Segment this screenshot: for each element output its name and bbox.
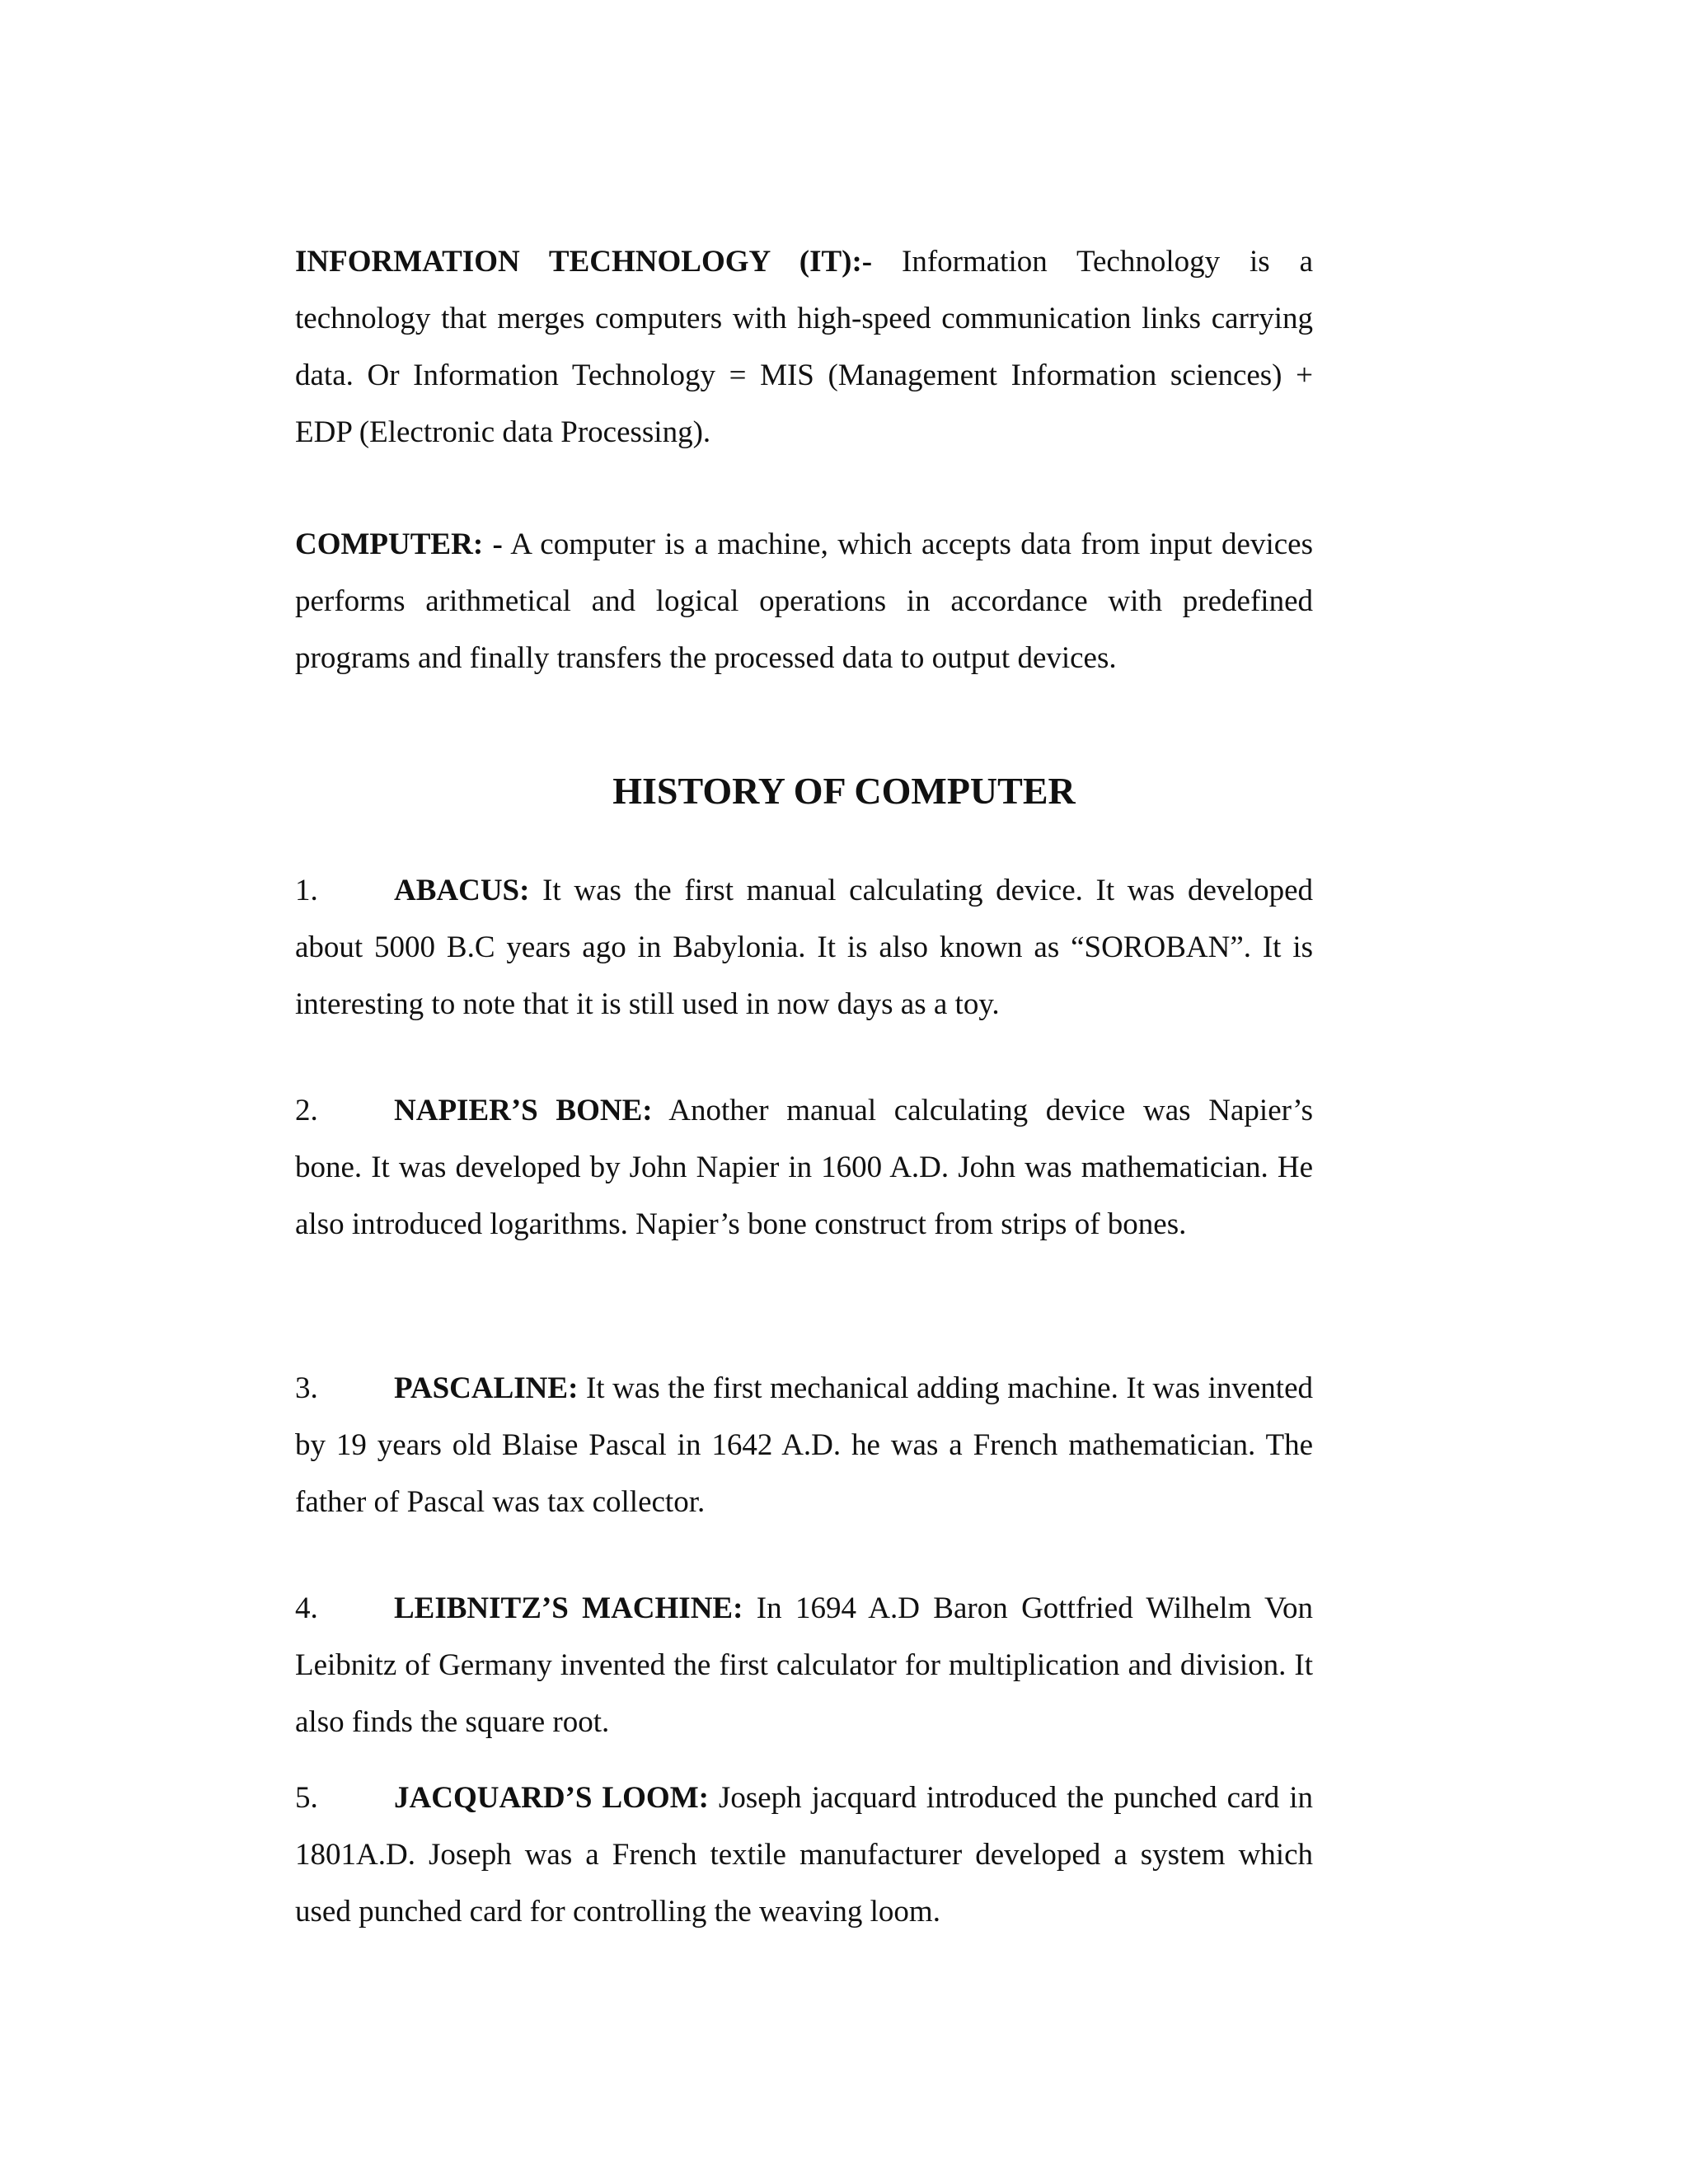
item-term: NAPIER’S BONE: xyxy=(394,1094,653,1127)
item-number: 1. xyxy=(295,874,318,907)
item-term: PASCALINE: xyxy=(394,1371,579,1405)
history-item-abacus xyxy=(295,862,1313,1033)
item-number: 3. xyxy=(295,1371,318,1405)
computer-definition-text: A computer is a machine, which accepts data from input devices performs arithmetical and logical operations in accordance with predefined programs and finally transfers the processed data to output devices. xyxy=(295,527,1313,675)
item-number: 4. xyxy=(295,1591,318,1625)
history-item-leibnitz-machine xyxy=(295,1580,1313,1750)
section-heading: HISTORY OF COMPUTER xyxy=(612,770,1076,812)
history-item-pascaline xyxy=(295,1360,1313,1530)
item-text: It was the first mechanical adding machine. It was invented by 19 years old Blaise Pascal in 1642 A.D. he was a French mathematician. The father of Pascal was tax collector. xyxy=(295,1371,1313,1519)
history-item-napiers-bone xyxy=(295,1082,1313,1253)
item-number: 2. xyxy=(295,1094,318,1127)
it-definition-text: Information Technology is a technology that merges computers with high-speed communication links carrying data. Or Information Technology = MIS (Management Information sciences) + EDP (Electronic data Processing). xyxy=(295,245,1313,449)
item-text: In 1694 A.D Baron Gottfried Wilhelm Von Leibnitz of Germany invented the first calculator for multiplication and division. It also finds the square root. xyxy=(295,1591,1313,1739)
item-text: Joseph jacquard introduced the punched card in 1801A.D. Joseph was a French textile manufacturer developed a system which used punched card for controlling the weaving loom. xyxy=(295,1781,1314,1929)
item-term: LEIBNITZ’S MACHINE: xyxy=(394,1591,743,1625)
item-term: JACQUARD’S LOOM: xyxy=(394,1781,709,1815)
history-item-jacquard-loom xyxy=(295,1769,1313,1940)
computer-term: COMPUTER: - xyxy=(295,527,503,561)
item-term: ABACUS: xyxy=(394,874,530,907)
it-definition-paragraph xyxy=(295,233,1313,461)
computer-definition-paragraph xyxy=(295,516,1313,687)
item-number: 5. xyxy=(295,1781,318,1815)
item-text: It was the first manual calculating device. It was developed about 5000 B.C years ago in Babylonia. It is also known as “SOROBAN”. It is interesting to note that it is still used in now days as a toy. xyxy=(295,874,1313,1021)
it-term: INFORMATION TECHNOLOGY (IT):- xyxy=(295,245,873,279)
item-text: Another manual calculating device was Napier’s bone. It was developed by John Napier in 1600 A.D. John was mathematician. He also introduced logarithms. Napier’s bone construct from strips of bones. xyxy=(295,1094,1313,1241)
